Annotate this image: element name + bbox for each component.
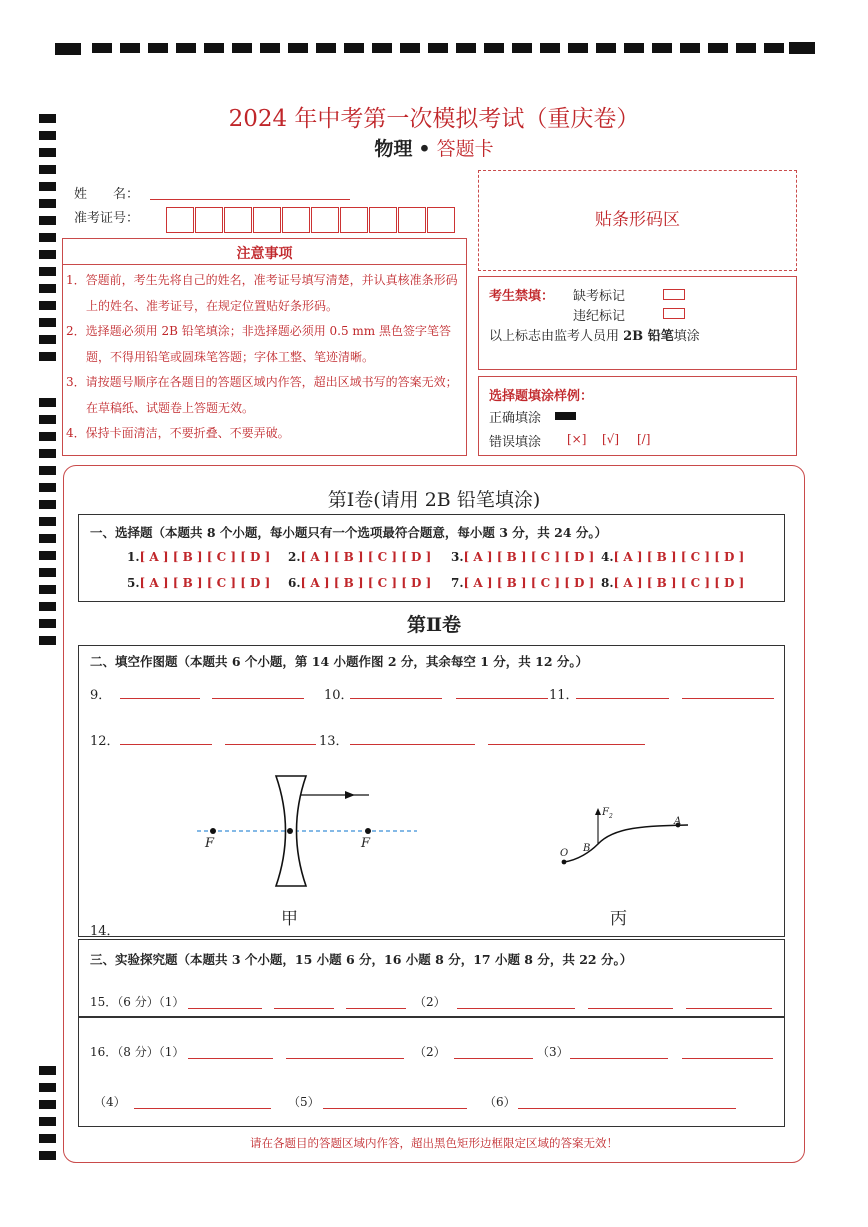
q16-blank[interactable]: [570, 1058, 668, 1059]
focal-point-left: [210, 828, 216, 834]
choice-q5[interactable]: 5.[ A ] [ B ] [ C ] [ D ]: [127, 576, 271, 590]
q16-part2-label: （2）: [414, 1045, 446, 1059]
figure-lens-diagram[interactable]: [183, 768, 453, 933]
page-subtitle: [0, 134, 868, 161]
part1-title: 第Ⅰ卷(请用 2B 铅笔填涂): [327, 489, 541, 511]
q12-label: 12．: [90, 734, 120, 749]
notice-item: 4．保持卡面清洁，不要折叠、不要弄破。: [66, 426, 290, 440]
sample-wrong-label: 错误填涂: [489, 435, 542, 450]
sample-wrong-mark: [×]: [567, 432, 587, 446]
point-a-label: A: [674, 816, 682, 827]
lever-svg: [552, 800, 732, 880]
q16-blank[interactable]: [286, 1058, 404, 1059]
q12-blank[interactable]: [120, 744, 212, 745]
q16-label: 16．（8 分）（1）: [90, 1045, 185, 1059]
force-arrow: [595, 808, 601, 815]
q16-part4-label: （4）: [94, 1095, 126, 1109]
q10-label: 10．: [324, 688, 354, 703]
q13-label: 13．: [319, 734, 349, 749]
sample-title: 选择题填涂样例：: [489, 389, 594, 404]
violation-label: 违纪标记: [573, 309, 626, 324]
focal-label-left: F: [205, 836, 215, 851]
choice-q2[interactable]: 2.[ A ] [ B ] [ C ] [ D ]: [288, 550, 432, 564]
page-title: 2024 年中考第一次模拟考试（重庆卷）: [228, 106, 640, 132]
choice-q1[interactable]: 1.[ A ] [ B ] [ C ] [ D ]: [127, 550, 271, 564]
point-b-label: B: [583, 843, 591, 854]
figure-b-caption: 丙: [610, 909, 627, 929]
q16-blank[interactable]: [188, 1058, 273, 1059]
q15-blank[interactable]: [274, 1008, 334, 1009]
q14-label: 14．: [90, 924, 120, 939]
figure-a-caption: 甲: [281, 909, 298, 929]
name-label: 姓 名：: [74, 187, 140, 202]
notice-item: 1．答题前，考生先将自己的姓名，准考证号填写清楚，并认真核准条形码上的姓名、准考证号，在规定位置贴好条形码。: [66, 273, 458, 313]
q16-blank[interactable]: [454, 1058, 533, 1059]
barcode-area: [478, 170, 797, 271]
lens-center-point: [287, 828, 293, 834]
force-label: $F_2$: [602, 807, 613, 820]
q15-blank[interactable]: [188, 1008, 262, 1009]
subtitle-dot: •: [418, 138, 431, 160]
figure-lever-diagram[interactable]: [552, 800, 732, 932]
choice-q3[interactable]: 3.[ A ] [ B ] [ C ] [ D ]: [451, 550, 595, 564]
notice-item: 3．请按题号顺序在各题目的答题区域内作答，超出区域书写的答案无效；在草稿纸、试题卷上答题无效。: [66, 375, 458, 415]
answer-card-label: 答题卡: [436, 138, 494, 160]
point-o-dot: [562, 860, 567, 865]
exam-id-label: 准考证号：: [74, 211, 140, 226]
q16-section: [78, 1017, 785, 1127]
choice-q4[interactable]: 4.[ A ] [ B ] [ C ] [ D ]: [601, 550, 745, 564]
lens-svg: [183, 768, 453, 933]
q15-part2-label: （2）: [414, 995, 446, 1009]
q16-blank[interactable]: [323, 1108, 467, 1109]
q13-blank[interactable]: [488, 744, 645, 745]
name-field[interactable]: [150, 199, 350, 200]
part2-title: 第Ⅱ卷: [406, 614, 461, 636]
notice-item: 2．选择题必须用 2B 铅笔填涂；非选择题必须用 0.5 mm 黑色签字笔答题，不得用铅笔或圆珠笔答题；字体工整、笔迹清晰。: [66, 324, 452, 364]
forbidden-label: 考生禁填：: [489, 289, 555, 304]
q11-blank[interactable]: [682, 698, 774, 699]
violation-mark-box[interactable]: [663, 308, 685, 319]
q13-blank[interactable]: [350, 744, 475, 745]
q15-blank[interactable]: [588, 1008, 673, 1009]
q9-label: 9．: [90, 688, 112, 703]
focal-label-right: F: [361, 836, 371, 851]
q16-blank[interactable]: [134, 1108, 271, 1109]
q11-label: 11．: [549, 688, 579, 703]
choice-section-title: 一、选择题（本题共 8 个小题，每小题只有一个选项最符合题意，每小题 3 分，共 24 分。）: [90, 525, 608, 540]
notice-title: 注意事项: [236, 246, 293, 262]
absent-label: 缺考标记: [573, 289, 626, 304]
notice-list: [66, 268, 463, 447]
sample-wrong-mark: [√]: [602, 432, 620, 446]
q9-blank[interactable]: [120, 698, 200, 699]
barcode-label: 贴条形码区: [595, 210, 680, 230]
q10-blank[interactable]: [456, 698, 548, 699]
q11-blank[interactable]: [576, 698, 669, 699]
absent-mark-box[interactable]: [663, 289, 685, 300]
q16-blank[interactable]: [518, 1108, 736, 1109]
choice-q8[interactable]: 8.[ A ] [ B ] [ C ] [ D ]: [601, 576, 745, 590]
q16-blank[interactable]: [682, 1058, 773, 1059]
q15-blank[interactable]: [686, 1008, 772, 1009]
notice-title-bar: [62, 238, 467, 265]
choice-q6[interactable]: 6.[ A ] [ B ] [ C ] [ D ]: [288, 576, 432, 590]
q9-blank[interactable]: [212, 698, 304, 699]
choice-q7[interactable]: 7.[ A ] [ B ] [ C ] [ D ]: [451, 576, 595, 590]
q15-blank[interactable]: [457, 1008, 575, 1009]
focal-point-right: [365, 828, 371, 834]
sample-correct-label: 正确填涂: [489, 411, 542, 426]
q15-blank[interactable]: [346, 1008, 406, 1009]
forbidden-note: 以上标志由监考人员用 2B 铅笔填涂: [489, 329, 700, 344]
q16-part6-label: （6）: [484, 1095, 516, 1109]
q15-label: 15．（6 分）（1）: [90, 995, 185, 1009]
q16-part3-label: （3）: [537, 1045, 569, 1059]
experiment-section-title: 三、实验探究题（本题共 3 个小题，15 小题 6 分，16 小题 8 分，17 小题 8 分，共 22 分。）: [90, 952, 633, 967]
q12-blank[interactable]: [225, 744, 316, 745]
ray-arrow: [345, 791, 355, 799]
q10-blank[interactable]: [350, 698, 442, 699]
sample-correct-mark: [555, 412, 576, 420]
q16-part5-label: （5）: [288, 1095, 320, 1109]
footer-warning: 请在各题目的答题区域内作答，超出黑色矩形边框限定区域的答案无效！: [250, 1136, 618, 1150]
subject-name: 物理: [374, 138, 413, 160]
fill-section-title: 二、填空作图题（本题共 6 个小题，第 14 小题作图 2 分，其余每空 1 分，共 12 分。）: [90, 654, 589, 669]
sample-wrong-mark: [/]: [637, 432, 651, 446]
point-o-label: O: [560, 848, 569, 859]
